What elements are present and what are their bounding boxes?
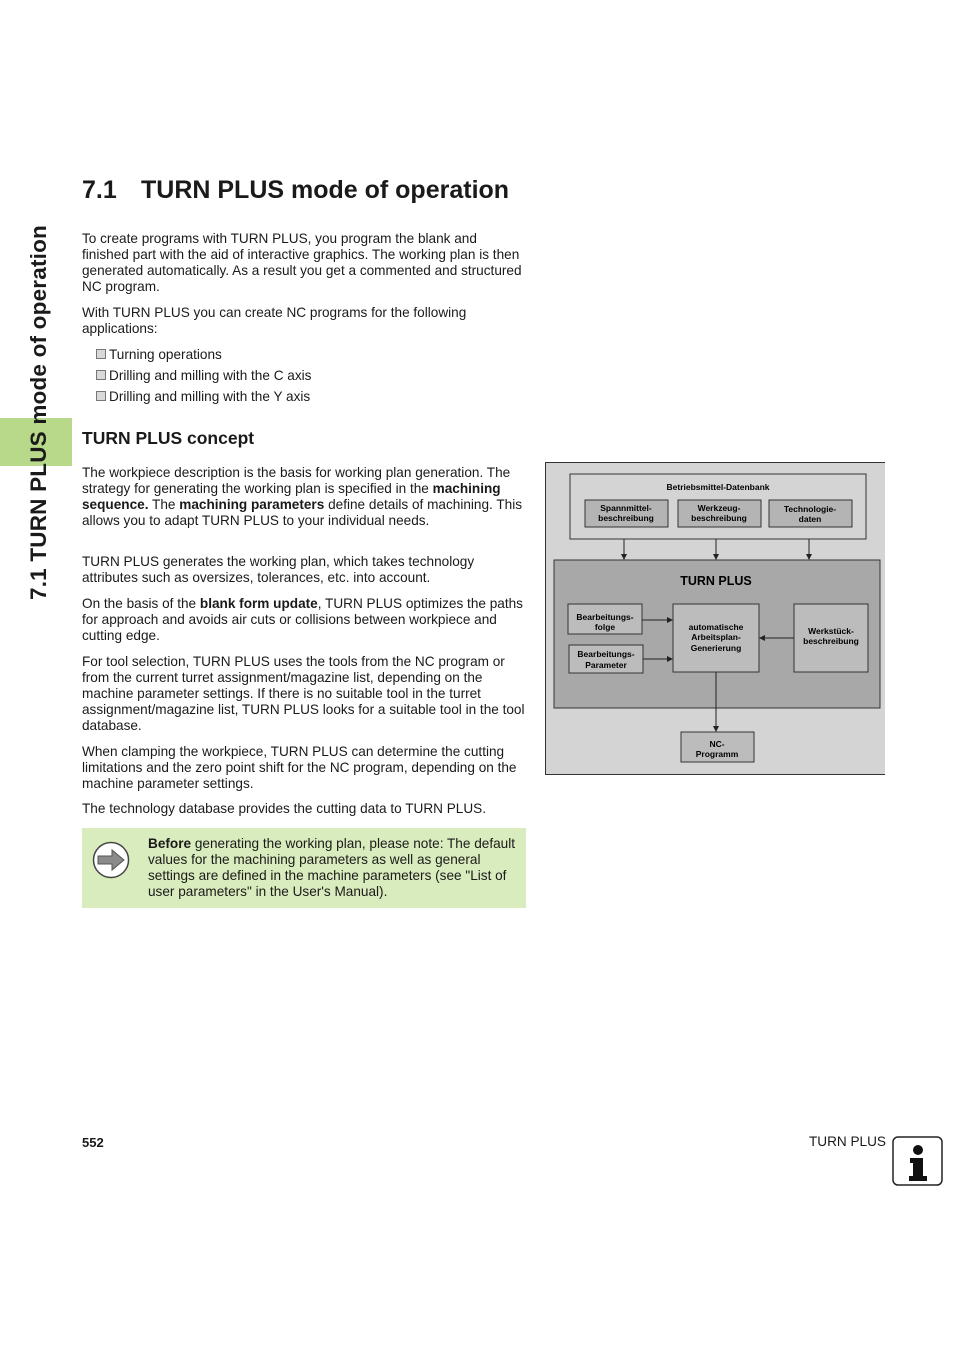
concept-paragraph-4: For tool selection, TURN PLUS uses the tools from the NC program or from the current turret assignment/magazine list, depending on the machine parameter settings. If there is no suitable tool in the turret assignment/magazine list, TURN PLUS looks for a suitable tool in the tool database. [82,654,525,734]
machining-parameters-box: Bearbeitungs- [577,649,635,659]
list-item: Turning operations [96,344,311,365]
concept-paragraph-5: When clamping the workpiece, TURN PLUS can determine the cutting limitations and the zero point shift for the NC program, depending on the machine parameter settings. [82,744,517,792]
arrow-right-icon [92,841,130,879]
database-title: Betriebsmittel-Datenbank [666,482,770,492]
workpiece-box-line2: beschreibung [803,636,859,646]
db-box-clamping: Spannmittel- [600,503,652,513]
intro-paragraph-1: To create programs with TURN PLUS, you program the blank and finished part with the aid of interactive graphics. The working plan is then generated automatically. As a result you get a commented and structured NC program. [82,231,522,295]
applications-list [96,344,311,407]
concept-paragraph-1: The workpiece description is the basis for working plan generation. The strategy for generating the working plan is specified in the machining sequence. The machining parameters define details of machining. This allows you to adapt TURN PLUS to your individual needs. [82,465,523,529]
list-item: Drilling and milling with the Y axis [96,386,311,407]
concept-paragraph-6: The technology database provides the cutting data to TURN PLUS. [82,801,487,816]
page-title [82,176,509,205]
generation-box: automatische [688,622,744,632]
list-item: Drilling and milling with the C axis [96,365,311,386]
note-box [82,828,526,908]
footer-title: TURN PLUS [808,1134,886,1149]
info-icon [892,1136,943,1186]
section-number: 7.1 [82,176,117,204]
generation-box-line3: Generierung [690,643,742,653]
workpiece-box: Werkstück- [808,626,854,636]
nc-program-box: NC- [709,739,725,749]
db-box-tool: Werkzeug- [697,503,741,513]
nc-program-box-line2: Programm [695,749,739,759]
concept-paragraph-2: TURN PLUS generates the working plan, which takes technology attributes such as oversizes, tolerances, etc. into account. [82,554,475,586]
db-box-technology-line2: daten [798,514,822,524]
intro-paragraph-2: With TURN PLUS you can create NC programs for the following applications: [82,305,467,337]
machining-sequence-box: Bearbeitungs- [576,612,634,622]
database-group [570,474,866,539]
nc-program-group [681,732,754,762]
section-title: TURN PLUS mode of operation [141,176,510,204]
db-box-technology: Technologie- [783,504,837,514]
db-box-tool-line2: beschreibung [691,513,747,523]
concept-heading: TURN PLUS concept [82,428,255,448]
machining-parameters-box-line2: Parameter [585,660,627,670]
turn-plus-diagram [545,462,887,775]
db-box-clamping-line2: beschreibung [598,513,654,523]
turn-plus-title: TURN PLUS [680,574,752,588]
concept-paragraph-3: On the basis of the blank form update, TURN PLUS optimizes the paths for approach and avoids air cuts or collisions between workpiece and cutting edge. [82,596,523,644]
note-text: Before generating the working plan, please note: The default values for the machining parameters as well as general settings are defined in the machine parameters (see "List of user parameters" in the User's Manual). [148,836,516,899]
machining-sequence-box-line2: folge [594,622,616,632]
page-number: 552 [82,1135,104,1150]
turn-plus-group [554,560,880,708]
generation-box-line2: Arbeitsplan- [691,632,741,642]
